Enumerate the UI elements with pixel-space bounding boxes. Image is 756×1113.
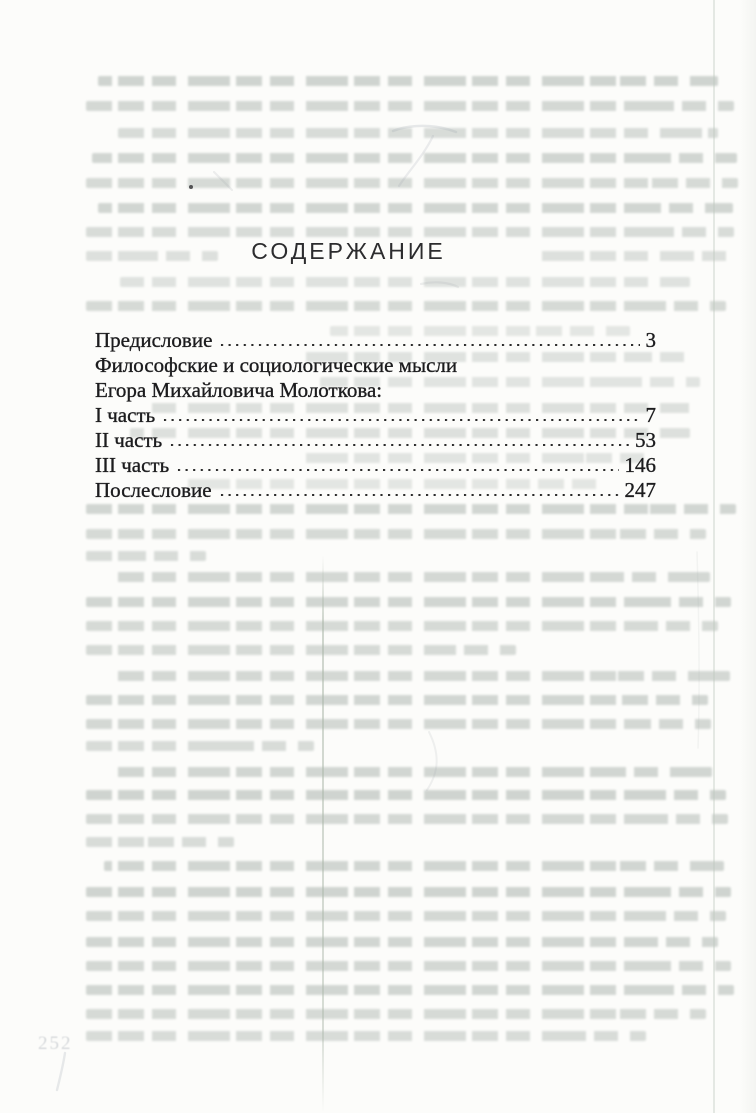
bleedthrough-text-line bbox=[86, 1031, 646, 1041]
bleedthrough-text-line bbox=[86, 985, 734, 995]
bleedthrough-text-line bbox=[104, 861, 724, 871]
page-edge-line bbox=[713, 0, 715, 1113]
bleedthrough-text-line bbox=[86, 227, 734, 237]
bleedthrough-text-line bbox=[120, 277, 690, 287]
dot-leader bbox=[220, 328, 639, 353]
toc-entry-page: 3 bbox=[645, 328, 656, 352]
pencil-slash-mark bbox=[57, 1053, 65, 1090]
table-of-contents bbox=[95, 328, 656, 503]
bleedthrough-text-line bbox=[112, 671, 730, 681]
bleedthrough-text-line bbox=[112, 767, 712, 777]
bleedthrough-text-line bbox=[86, 837, 234, 847]
toc-row bbox=[95, 403, 656, 428]
bleedthrough-text-line bbox=[86, 597, 731, 607]
bleedthrough-text-line bbox=[86, 790, 726, 800]
bleedthrough-text-line bbox=[86, 887, 731, 897]
toc-row bbox=[95, 453, 656, 478]
bleedthrough-text-line bbox=[86, 937, 718, 947]
bleedthrough-text-line bbox=[92, 153, 737, 163]
toc-entry-label: I часть bbox=[95, 403, 156, 427]
toc-entry-label: Философские и социологические мысли bbox=[95, 353, 458, 377]
toc-entry-label: II часть bbox=[95, 428, 163, 452]
bleedthrough-text-line bbox=[86, 178, 738, 188]
bleedthrough-text-line bbox=[86, 621, 718, 631]
toc-entry-label: III часть bbox=[95, 453, 170, 477]
bleedthrough-text-line bbox=[86, 911, 726, 921]
dot-leader bbox=[177, 453, 618, 478]
toc-entry-page: 146 bbox=[624, 453, 656, 477]
bleedthrough-text-line bbox=[86, 719, 711, 729]
pencil-curve-mark bbox=[427, 732, 437, 790]
toc-row bbox=[95, 378, 656, 403]
ink-dot bbox=[189, 185, 193, 189]
bleedthrough-text-line bbox=[86, 529, 706, 539]
toc-entry-page: 7 bbox=[645, 403, 656, 427]
bleedthrough-text-line bbox=[86, 814, 728, 824]
bleedthrough-text-line bbox=[112, 572, 710, 582]
toc-entry-label: Егора Михайловича Молоткова: bbox=[95, 378, 383, 402]
toc-entry-page: 247 bbox=[624, 478, 656, 502]
dot-leader bbox=[163, 403, 639, 428]
page-crease-line bbox=[322, 555, 324, 1113]
toc-entry-page: 53 bbox=[635, 428, 656, 452]
bleedthrough-text-line bbox=[86, 301, 726, 311]
toc-row bbox=[95, 353, 656, 378]
bleedthrough-text-line bbox=[86, 961, 731, 971]
bleedthrough-text-line bbox=[86, 551, 206, 561]
bleedthrough-text-line bbox=[98, 76, 718, 86]
toc-row bbox=[95, 328, 656, 353]
page-edge-shadow bbox=[740, 0, 756, 1113]
bleedthrough-text-line bbox=[86, 504, 736, 514]
bleedthrough-text-line bbox=[86, 645, 516, 655]
bleedthrough-text-line bbox=[98, 203, 733, 213]
bleedthrough-text-line bbox=[86, 1009, 706, 1019]
toc-row bbox=[95, 478, 656, 503]
toc-row bbox=[95, 428, 656, 453]
dot-leader bbox=[220, 478, 619, 503]
toc-entry-label: Послесловие bbox=[95, 478, 212, 502]
dot-leader bbox=[170, 428, 629, 453]
bleedthrough-text-line bbox=[86, 101, 734, 111]
bleedthrough-text-line bbox=[86, 741, 314, 751]
faint-page-number: 252 bbox=[38, 1033, 73, 1054]
toc-entry-label: Предисловие bbox=[95, 328, 213, 352]
page-title: СОДЕРЖАНИЕ bbox=[251, 238, 446, 264]
bleedthrough-text-line bbox=[118, 128, 718, 138]
bleedthrough-text-line bbox=[86, 695, 708, 705]
